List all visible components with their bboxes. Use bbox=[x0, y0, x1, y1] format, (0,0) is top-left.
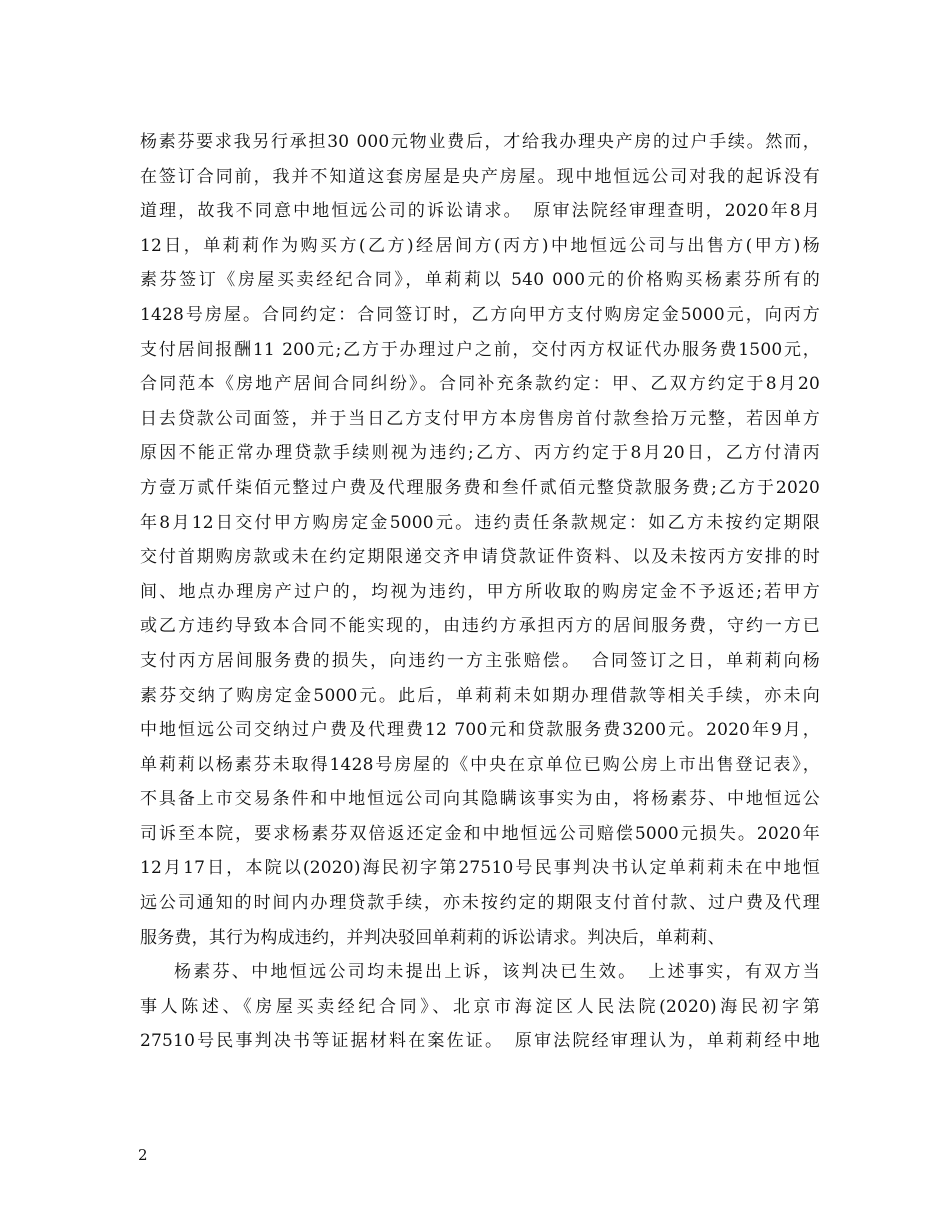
text-line: 在签订合同前，我并不知道这套房屋是央产房屋。现中地恒远公司对我的起诉没有 bbox=[140, 166, 820, 187]
page-number: 2 bbox=[138, 1146, 148, 1164]
text-line: 司诉至本院，要求杨素芬双倍返还定金和中地恒远公司赔偿5000元损失。2020年 bbox=[140, 823, 820, 844]
body-text bbox=[140, 125, 820, 1059]
text-line: 12日，单莉莉作为购买方(乙方)经居间方(丙方)中地恒远公司与出售方(甲方)杨 bbox=[140, 235, 820, 256]
text-line: 单莉莉以杨素芬未取得1428号房屋的《中央在京单位已购公房上市出售登记表》， bbox=[140, 754, 820, 775]
text-line: 杨素芬、中地恒远公司均未提出上诉，该判决已生效。 上述事实，有双方当 bbox=[174, 962, 820, 983]
text-line: 1428号房屋。合同约定：合同签订时，乙方向甲方支付购房定金5000元，向丙方 bbox=[140, 304, 820, 325]
text-line: 日去贷款公司面签，并于当日乙方支付甲方本房售房首付款叁拾万元整，若因单方 bbox=[140, 408, 820, 429]
text-line: 27510号民事判决书等证据材料在案佐证。 原审法院经审理认为，单莉莉经中地 bbox=[140, 1031, 820, 1052]
text-line: 12月17日，本院以(2020)海民初字第27510号民事判决书认定单莉莉未在中地恒 bbox=[140, 858, 820, 879]
text-line: 原因不能正常办理贷款手续则视为违约;乙方、丙方约定于8月20日，乙方付清丙 bbox=[140, 443, 820, 464]
text-line: 方壹万贰仟柒佰元整过户费及代理服务费和叁仟贰佰元整贷款服务费;乙方于2020 bbox=[140, 477, 820, 498]
text-line: 中地恒远公司交纳过户费及代理费12 700元和贷款服务费3200元。2020年9月， bbox=[140, 720, 820, 741]
text-line: 道理，故我不同意中地恒远公司的诉讼请求。 原审法院经审理查明，2020年8月 bbox=[140, 201, 820, 222]
text-line: 支付丙方居间服务费的损失，向违约一方主张赔偿。 合同签订之日，单莉莉向杨 bbox=[140, 650, 820, 671]
text-line: 杨素芬要求我另行承担30 000元物业费后，才给我办理央产房的过户手续。然而， bbox=[140, 132, 820, 152]
text-line: 支付居间报酬11 200元;乙方于办理过户之前，交付丙方权证代办服务费1500元， bbox=[140, 339, 820, 360]
text-line: 年8月12日交付甲方购房定金5000元。违约责任条款规定：如乙方未按约定期限 bbox=[140, 512, 820, 533]
text-line: 服务费，其行为构成违约，并判决驳回单莉莉的诉讼请求。判决后，单莉莉、 bbox=[140, 927, 725, 948]
text-line: 事人陈述、《房屋买卖经纪合同》、北京市海淀区人民法院(2020)海民初字第 bbox=[140, 996, 820, 1017]
text-line: 间、地点办理房产过户的，均视为违约，甲方所收取的购房定金不予返还;若甲方 bbox=[140, 581, 820, 602]
text-line: 素芬签订《房屋买卖经纪合同》，单莉莉以 540 000元的价格购买杨素芬所有的 bbox=[140, 270, 820, 291]
text-line: 远公司通知的时间内办理贷款手续，亦未按约定的期限支付首付款、过户费及代理 bbox=[140, 893, 820, 914]
text-line: 素芬交纳了购房定金5000元。此后，单莉莉未如期办理借款等相关手续，亦未向 bbox=[140, 685, 820, 706]
text-line: 交付首期购房款或未在约定期限递交齐申请贷款证件资料、以及未按丙方安排的时 bbox=[140, 547, 820, 568]
text-line: 不具备上市交易条件和中地恒远公司向其隐瞒该事实为由，将杨素芬、中地恒远公 bbox=[140, 789, 820, 810]
text-line: 合同范本《房地产居间合同纠纷》。合同补充条款约定：甲、乙双方约定于8月20 bbox=[140, 374, 820, 395]
text-line: 或乙方违约导致本合同不能实现的，由违约方承担丙方的居间服务费，守约一方已 bbox=[140, 616, 820, 637]
